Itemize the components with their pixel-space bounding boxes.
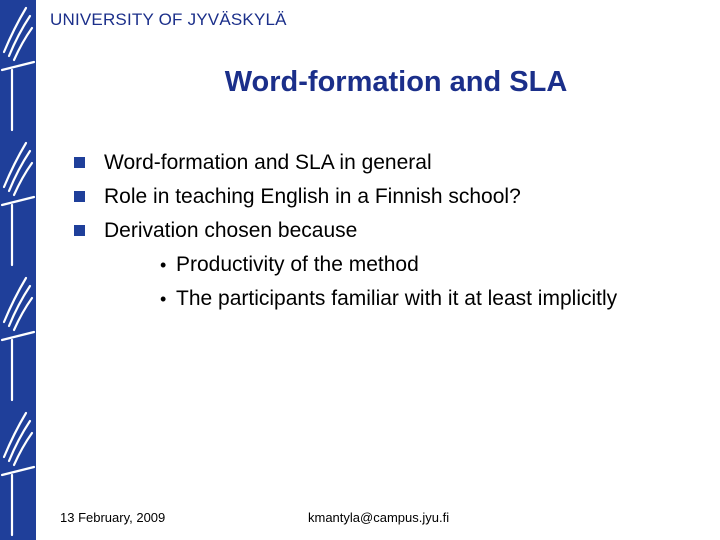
- sub-bullet-item: [74, 282, 617, 316]
- university-emblem-pattern: [0, 0, 36, 540]
- footer-date: 13 February, 2009: [60, 510, 166, 525]
- sub-bullet-text: Productivity of the method: [176, 253, 419, 276]
- bullet-square-icon: [74, 157, 85, 168]
- university-header: UNIVERSITY OF JYVÄSKYLÄ: [50, 10, 287, 29]
- bullet-dot-icon: •: [160, 289, 167, 309]
- bullet-item: [74, 146, 617, 180]
- emblem-icon: [2, 413, 34, 535]
- bullet-text: Derivation chosen because: [104, 219, 358, 242]
- emblem-icon: [2, 278, 34, 400]
- bullet-dot-icon: •: [160, 255, 167, 275]
- sub-bullet-item: [74, 248, 617, 282]
- bullet-item: [74, 180, 617, 214]
- emblem-icon: [2, 8, 34, 130]
- slide-title: Word-formation and SLA: [224, 66, 568, 98]
- footer-email: kmantyla@campus.jyu.fi: [308, 510, 450, 525]
- sidebar-logo-strip: [0, 0, 36, 540]
- bullet-text: Word-formation and SLA in general: [104, 151, 432, 174]
- bullet-list: [74, 146, 617, 316]
- bullet-item: [74, 214, 617, 248]
- bullet-square-icon: [74, 191, 85, 202]
- bullet-text: Role in teaching English in a Finnish school?: [104, 185, 521, 208]
- bullet-square-icon: [74, 225, 85, 236]
- emblem-icon: [2, 143, 34, 265]
- sub-bullet-text: The participants familiar with it at least implicitly: [176, 287, 618, 310]
